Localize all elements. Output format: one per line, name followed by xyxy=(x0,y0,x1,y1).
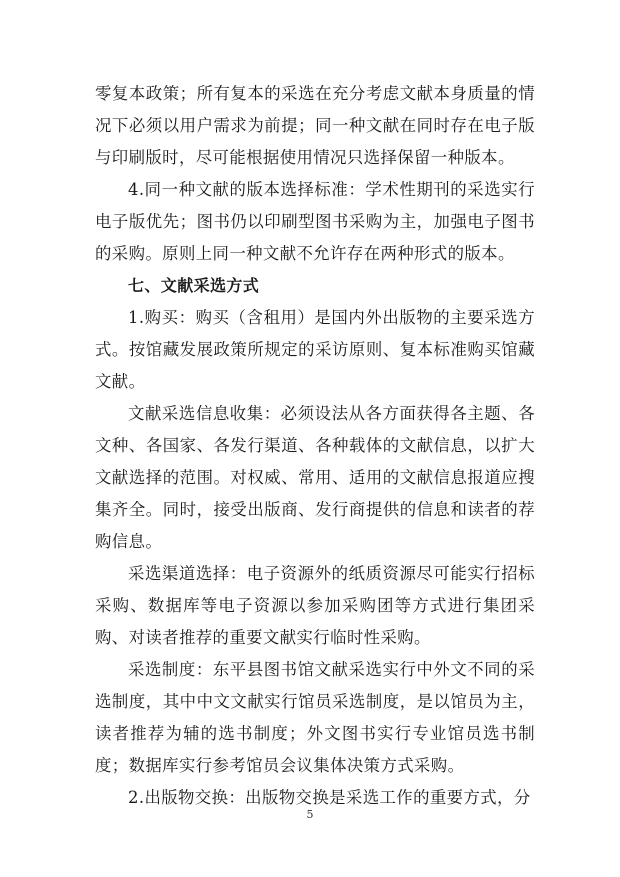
page-number: 5 xyxy=(306,808,314,821)
paragraph-channel-selection: 采选渠道选择：电子资源外的纸质资源尽可能实行招标采购、数据库等电子资源以参加采购团等方式进行集团采购、对读者推荐的重要文献实行临时性采购。 xyxy=(95,564,535,647)
paragraph-edition-standard: 4.同一种文献的版本选择标准：学术性期刊的采选实行电子版优先；图书仍以印刷型图书采购为主，加强电子图书的采购。原则上同一种文献不允许存在两种形式的版本。 xyxy=(95,180,535,263)
paragraph-purchase: 1.购买：购买（含租用）是国内外出版物的主要采选方式。按馆藏发展政策所规定的采访原则、复本标准购买馆藏文献。 xyxy=(95,308,535,391)
page-body xyxy=(95,78,535,814)
paragraph-info-collection: 文献采选信息收集：必须设法从各方面获得各主题、各文种、各国家、各发行渠道、各种载体的文献信息，以扩大文献选择的范围。对权威、常用、适用的文献信息报道应搜集齐全。同时，接受出版商、发行商提供的信息和读者的荐购信息。 xyxy=(95,404,535,551)
section-heading-acquisition-methods: 七、文献采选方式 xyxy=(128,276,260,295)
paragraph-publication-exchange: 2.出版物交换：出版物交换是采选工作的重要方式，分 xyxy=(128,788,531,807)
paragraph-acquisition-system: 采选制度：东平县图书馆文献采选实行中外文不同的采选制度，其中中文文献实行馆员采选制度，是以馆员为主，读者推荐为辅的选书制度；外文图书实行专业馆员选书制度；数据库实行参考馆员会议集体决策方式采购。 xyxy=(95,660,535,775)
paragraph-duplicate-policy: 零复本政策；所有复本的采选在充分考虑文献本身质量的情况下必须以用户需求为前提；同一种文献在同时存在电子版与印刷版时，尽可能根据使用情况只选择保留一种版本。 xyxy=(95,84,535,167)
